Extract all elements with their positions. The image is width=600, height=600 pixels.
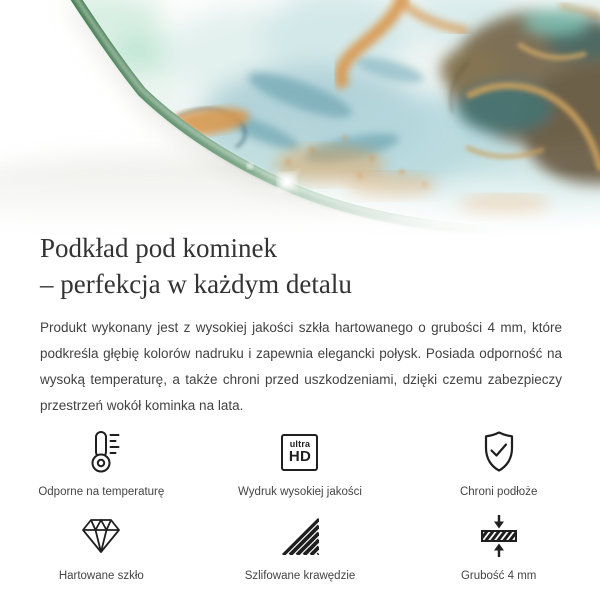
feature-label: Hartowane szkło (58, 570, 144, 582)
feature-grid (0, 429, 600, 583)
feature-label: Wydruk wysokiej jakości (238, 486, 362, 498)
feature-item-thickness (399, 513, 598, 583)
feature-item-polished-edges (201, 513, 400, 583)
product-description: Produkt wykonany jest z wysokiej jakości szkła hartowanego o grubości 4 mm, które podkreśla głębię kolorów nadruku i zapewnia elegancki połysk. Posiada odporność na wysoką temperaturę, a także chroni przed uszkodzeniami, dzięki czemu zabezpieczy przestrzeń wokół kominka na lata. (40, 320, 562, 413)
shield-check-icon (477, 429, 521, 475)
ultra-hd-badge-top: ultra (289, 439, 311, 449)
feature-item-protects-floor (399, 429, 598, 499)
feature-item-print-quality (201, 429, 400, 499)
feature-item-temperature (2, 429, 201, 499)
feature-label: Szlifowane krawędzie (244, 570, 356, 582)
ultra-hd-icon (281, 429, 318, 475)
page-title-line1: Podkład pod kominek (40, 233, 277, 263)
polished-edge-icon (278, 513, 322, 559)
thermometer-icon (79, 429, 123, 475)
feature-label: Odporne na temperaturę (38, 486, 165, 498)
feature-item-tempered-glass (2, 513, 201, 583)
thickness-icon (477, 513, 521, 559)
feature-label: Chroni podłoże (459, 486, 538, 498)
diamond-icon (78, 513, 124, 559)
ultra-hd-badge-bottom: HD (288, 448, 312, 465)
page-title-line2: – perfekcja w każdym detalu (40, 269, 352, 299)
product-photo (0, 0, 600, 238)
page-title (40, 230, 560, 302)
feature-label: Grubość 4 mm (460, 570, 537, 582)
